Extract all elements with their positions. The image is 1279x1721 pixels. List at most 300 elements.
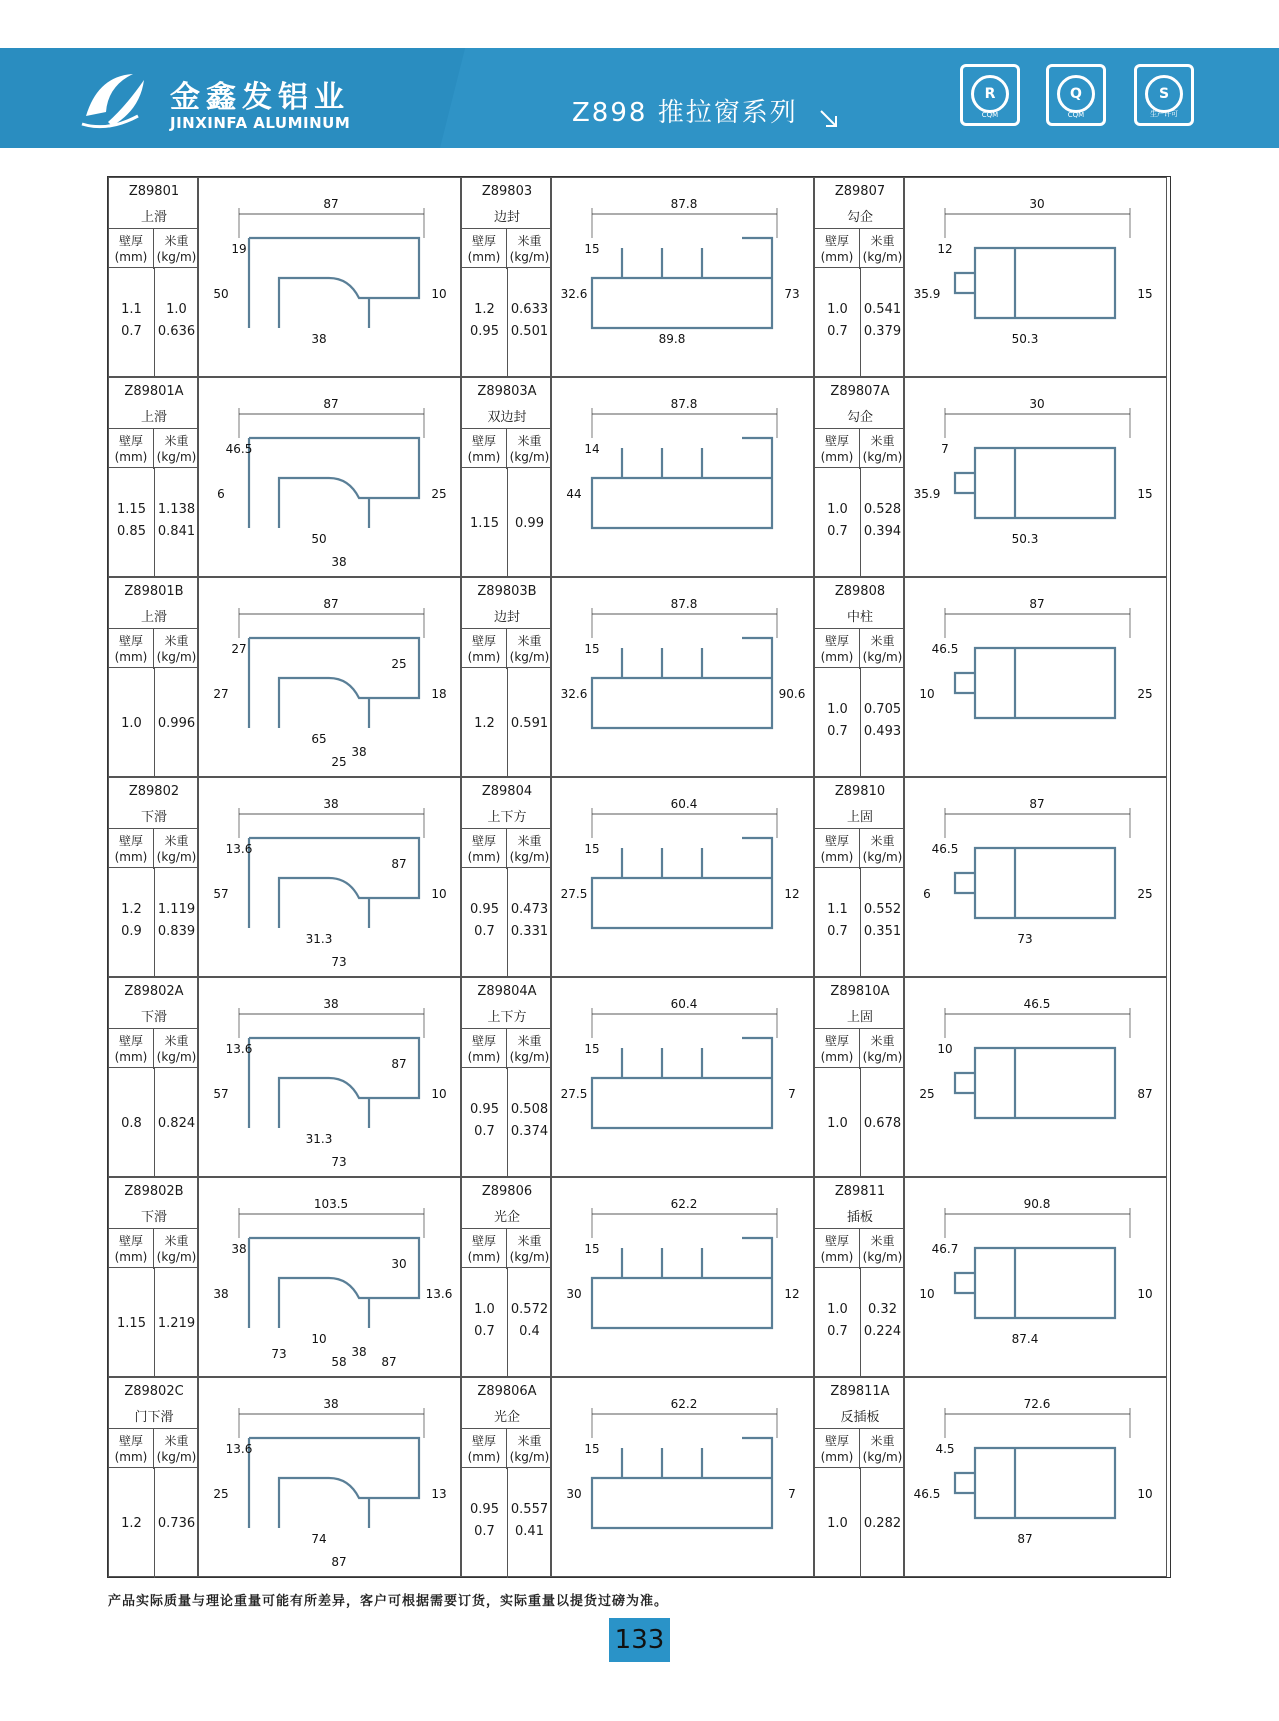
product-name: 双边封 bbox=[487, 410, 527, 425]
profile-drawing-cell bbox=[198, 577, 461, 777]
dimension-label: 90.8 bbox=[1023, 1197, 1051, 1211]
spec-divider bbox=[154, 268, 155, 378]
dimension-label: 38 bbox=[323, 997, 339, 1011]
dimension-label: 62.2 bbox=[670, 1397, 698, 1411]
cert-badge-q: Q CQM bbox=[1046, 64, 1106, 126]
profile-drawing-cell bbox=[198, 1377, 461, 1577]
profile-drawing bbox=[199, 578, 462, 778]
dimension-label: 13.6 bbox=[225, 842, 253, 856]
wall-thickness-header: 壁厚 (mm) bbox=[109, 829, 154, 869]
profile-drawing bbox=[905, 378, 1168, 578]
wall-thickness-value: 0.7 bbox=[474, 1124, 495, 1139]
dimension-label: 87 bbox=[331, 1555, 347, 1569]
product-name: 上固 bbox=[846, 810, 873, 825]
profile-drawing-cell bbox=[198, 177, 461, 377]
product-name: 中柱 bbox=[846, 610, 873, 625]
wall-thickness-value: 0.8 bbox=[121, 1116, 142, 1131]
spec-header bbox=[109, 428, 199, 468]
weight-header: 米重 (kg/m) bbox=[156, 434, 197, 464]
product-info-Z89803 bbox=[461, 177, 551, 377]
wall-thickness-value: 1.1 bbox=[121, 302, 142, 317]
profile-drawing-cell bbox=[198, 977, 461, 1177]
dimension-label: 10 bbox=[919, 687, 935, 701]
dimension-label: 12 bbox=[937, 242, 953, 256]
wall-thickness-value: 0.85 bbox=[117, 524, 146, 539]
weight-header: 米重 (kg/m) bbox=[156, 1034, 197, 1064]
dimension-label: 74 bbox=[311, 1532, 327, 1546]
weight-header: 米重 (kg/m) bbox=[509, 834, 550, 864]
dimension-label: 10 bbox=[1137, 1487, 1153, 1501]
weight-header: 米重 (kg/m) bbox=[156, 234, 197, 264]
dimension-label: 73 bbox=[331, 955, 347, 969]
dimension-label: 87 bbox=[381, 1355, 397, 1369]
product-code: Z89808 bbox=[834, 584, 886, 599]
spec-header bbox=[815, 628, 905, 668]
profile-drawing bbox=[905, 778, 1168, 978]
dimension-label: 25 bbox=[391, 657, 407, 671]
weight-value: 0.379 bbox=[863, 324, 902, 339]
dimension-label: 38 bbox=[323, 1397, 339, 1411]
product-info-Z89802 bbox=[108, 777, 198, 977]
dimension-label: 87 bbox=[1029, 797, 1045, 811]
product-info-Z89802B bbox=[108, 1177, 198, 1377]
product-name: 门下滑 bbox=[134, 1410, 174, 1425]
dimension-label: 87.8 bbox=[670, 597, 698, 611]
wall-thickness-value: 0.7 bbox=[827, 324, 848, 339]
wall-thickness-value: 1.0 bbox=[827, 702, 848, 717]
cert-badge-r: R CQM bbox=[960, 64, 1020, 126]
product-code: Z89810 bbox=[834, 784, 886, 799]
weight-value: 1.0 bbox=[166, 302, 187, 317]
dimension-label: 73 bbox=[271, 1347, 287, 1361]
dimension-label: 65 bbox=[311, 732, 327, 746]
footnote: 产品实际质量与理论重量可能有所差异，客户可根据需要订货，实际重量以提货过磅为准。 bbox=[108, 1594, 669, 1609]
wall-thickness-value: 1.0 bbox=[827, 302, 848, 317]
product-code: Z89802 bbox=[128, 784, 180, 799]
dimension-label: 15 bbox=[584, 1242, 600, 1256]
product-info-Z89801B bbox=[108, 577, 198, 777]
spec-header bbox=[462, 1028, 552, 1068]
dimension-label: 38 bbox=[213, 1287, 229, 1301]
product-name: 反插板 bbox=[840, 1410, 880, 1425]
wall-thickness-header: 壁厚 (mm) bbox=[109, 429, 154, 469]
product-name: 勾企 bbox=[846, 410, 873, 425]
profile-drawing bbox=[552, 178, 815, 378]
wall-thickness-header: 壁厚 (mm) bbox=[462, 1229, 507, 1269]
profile-outline bbox=[592, 238, 772, 328]
dimension-label: 50.3 bbox=[1011, 332, 1039, 346]
wall-thickness-header: 壁厚 (mm) bbox=[462, 429, 507, 469]
dimension-label: 30 bbox=[391, 1257, 407, 1271]
dimension-label: 10 bbox=[431, 1087, 447, 1101]
wall-thickness-value: 1.0 bbox=[827, 1116, 848, 1131]
profile-drawing-cell bbox=[198, 1177, 461, 1377]
dimension-label: 38 bbox=[331, 555, 347, 569]
profile-drawing bbox=[552, 578, 815, 778]
weight-value: 0.552 bbox=[863, 902, 902, 917]
weight-value: 0.493 bbox=[863, 724, 902, 739]
weight-value: 0.473 bbox=[510, 902, 549, 917]
profile-drawing-cell bbox=[904, 577, 1167, 777]
dimension-label: 6 bbox=[923, 887, 931, 901]
dimension-label: 25 bbox=[1137, 687, 1153, 701]
dimension-label: 30 bbox=[1029, 197, 1045, 211]
weight-value: 0.839 bbox=[157, 924, 196, 939]
product-info-Z89804 bbox=[461, 777, 551, 977]
wall-thickness-value: 0.7 bbox=[827, 1324, 848, 1339]
dimension-label: 38 bbox=[351, 1345, 367, 1359]
wall-thickness-header: 壁厚 (mm) bbox=[109, 229, 154, 269]
profile-drawing bbox=[552, 1178, 815, 1378]
dimension-label: 15 bbox=[1137, 287, 1153, 301]
wall-thickness-header: 壁厚 (mm) bbox=[815, 1029, 860, 1069]
weight-header: 米重 (kg/m) bbox=[862, 434, 903, 464]
product-name: 下滑 bbox=[140, 1010, 167, 1025]
dimension-label: 31.3 bbox=[305, 932, 333, 946]
wall-thickness-value: 1.0 bbox=[474, 1302, 495, 1317]
wall-thickness-value: 0.7 bbox=[474, 1524, 495, 1539]
profile-drawing-cell bbox=[551, 777, 814, 977]
wall-thickness-header: 壁厚 (mm) bbox=[815, 1229, 860, 1269]
weight-value: 0.282 bbox=[863, 1516, 902, 1531]
wall-thickness-header: 壁厚 (mm) bbox=[462, 1029, 507, 1069]
weight-value: 0.508 bbox=[510, 1102, 549, 1117]
weight-value: 0.678 bbox=[863, 1116, 902, 1131]
wall-thickness-value: 0.7 bbox=[121, 324, 142, 339]
dimension-label: 25 bbox=[431, 487, 447, 501]
profile-drawing-cell bbox=[551, 1377, 814, 1577]
profile-drawing-cell bbox=[904, 177, 1167, 377]
weight-header: 米重 (kg/m) bbox=[156, 634, 197, 664]
product-table bbox=[107, 176, 1171, 1578]
spec-header bbox=[109, 1228, 199, 1268]
dimension-label: 15 bbox=[584, 842, 600, 856]
weight-value: 0.824 bbox=[157, 1116, 196, 1131]
weight-value: 0.557 bbox=[510, 1502, 549, 1517]
profile-outline bbox=[592, 838, 772, 928]
weight-header: 米重 (kg/m) bbox=[156, 1234, 197, 1264]
dimension-label: 4.5 bbox=[935, 1442, 955, 1456]
wall-thickness-value: 1.15 bbox=[117, 502, 146, 517]
profile-outline bbox=[249, 1438, 419, 1528]
dimension-label: 10 bbox=[431, 887, 447, 901]
dimension-label: 7 bbox=[788, 1487, 796, 1501]
weight-header: 米重 (kg/m) bbox=[156, 1434, 197, 1464]
wall-thickness-value: 1.1 bbox=[827, 902, 848, 917]
spec-divider bbox=[154, 468, 155, 578]
wall-thickness-value: 1.2 bbox=[121, 1516, 142, 1531]
dimension-label: 87 bbox=[1017, 1532, 1033, 1546]
wall-thickness-header: 壁厚 (mm) bbox=[462, 829, 507, 869]
dimension-label: 46.5 bbox=[931, 842, 959, 856]
spec-header bbox=[462, 828, 552, 868]
weight-value: 0.331 bbox=[510, 924, 549, 939]
dimension-label: 14 bbox=[584, 442, 600, 456]
dimension-label: 13.6 bbox=[425, 1287, 453, 1301]
dimension-label: 89.8 bbox=[658, 332, 686, 346]
spec-header bbox=[109, 828, 199, 868]
weight-value: 1.138 bbox=[157, 502, 196, 517]
cert-s-icon: S bbox=[1145, 75, 1183, 113]
spec-header bbox=[109, 1028, 199, 1068]
product-name: 光企 bbox=[493, 1410, 520, 1425]
dimension-label: 7 bbox=[941, 442, 949, 456]
profile-outline bbox=[592, 1038, 772, 1128]
wall-thickness-header: 壁厚 (mm) bbox=[109, 629, 154, 669]
product-code: Z89811 bbox=[834, 1184, 886, 1199]
dimension-label: 50 bbox=[311, 532, 327, 546]
product-info-Z89801A bbox=[108, 377, 198, 577]
arrow-down-right-icon bbox=[818, 108, 840, 130]
spec-divider bbox=[860, 1268, 861, 1378]
product-info-Z89807A bbox=[814, 377, 904, 577]
dimension-label: 6 bbox=[217, 487, 225, 501]
dimension-label: 38 bbox=[323, 797, 339, 811]
dimension-label: 13 bbox=[431, 1487, 447, 1501]
product-code: Z89807 bbox=[834, 184, 886, 199]
wall-thickness-value: 1.0 bbox=[121, 716, 142, 731]
product-name: 上滑 bbox=[140, 210, 167, 225]
profile-outline bbox=[955, 448, 1115, 518]
wall-thickness-value: 1.0 bbox=[827, 1302, 848, 1317]
profile-outline bbox=[249, 1038, 419, 1128]
dimension-label: 50 bbox=[213, 287, 229, 301]
product-info-Z89803A bbox=[461, 377, 551, 577]
product-name: 上固 bbox=[846, 1010, 873, 1025]
wall-thickness-header: 壁厚 (mm) bbox=[815, 829, 860, 869]
wall-thickness-value: 1.15 bbox=[470, 516, 499, 531]
dimension-label: 25 bbox=[213, 1487, 229, 1501]
product-info-Z89803B bbox=[461, 577, 551, 777]
weight-header: 米重 (kg/m) bbox=[862, 1034, 903, 1064]
weight-value: 0.572 bbox=[510, 1302, 549, 1317]
profile-drawing-cell bbox=[904, 1377, 1167, 1577]
brand-name-cn: 金鑫发铝业 bbox=[170, 80, 350, 115]
dimension-label: 25 bbox=[331, 755, 347, 769]
dimension-label: 27.5 bbox=[560, 887, 588, 901]
dimension-label: 27 bbox=[213, 687, 229, 701]
profile-drawing-cell bbox=[904, 1177, 1167, 1377]
product-code: Z89801 bbox=[128, 184, 180, 199]
dimension-label: 25 bbox=[1137, 887, 1153, 901]
wall-thickness-header: 壁厚 (mm) bbox=[109, 1229, 154, 1269]
dimension-label: 38 bbox=[311, 332, 327, 346]
product-code: Z89801B bbox=[124, 584, 184, 599]
product-code: Z89802B bbox=[124, 1184, 184, 1199]
wall-thickness-header: 壁厚 (mm) bbox=[462, 1429, 507, 1469]
profile-drawing bbox=[199, 178, 462, 378]
series-title: Z898 推拉窗系列 bbox=[572, 98, 798, 128]
spec-divider bbox=[507, 1468, 508, 1578]
weight-value: 0.41 bbox=[515, 1524, 544, 1539]
spec-divider bbox=[507, 1268, 508, 1378]
profile-drawing-cell bbox=[551, 577, 814, 777]
wall-thickness-value: 1.0 bbox=[827, 1516, 848, 1531]
dimension-label: 60.4 bbox=[670, 997, 698, 1011]
spec-header bbox=[815, 1028, 905, 1068]
page-number: 133 bbox=[609, 1618, 670, 1662]
profile-outline bbox=[955, 648, 1115, 718]
weight-value: 0.351 bbox=[863, 924, 902, 939]
spec-header bbox=[815, 228, 905, 268]
wall-thickness-value: 1.15 bbox=[117, 1316, 146, 1331]
profile-drawing bbox=[199, 1178, 462, 1378]
dimension-label: 13.6 bbox=[225, 1042, 253, 1056]
dimension-label: 10 bbox=[311, 1332, 327, 1346]
dimension-label: 15 bbox=[584, 1442, 600, 1456]
profile-outline bbox=[249, 838, 419, 928]
wall-thickness-value: 0.7 bbox=[827, 524, 848, 539]
product-name: 边封 bbox=[493, 610, 520, 625]
dimension-label: 46.5 bbox=[225, 442, 253, 456]
product-name: 上滑 bbox=[140, 410, 167, 425]
wall-thickness-value: 1.2 bbox=[121, 902, 142, 917]
weight-value: 0.591 bbox=[510, 716, 549, 731]
product-code: Z89803 bbox=[481, 184, 533, 199]
dimension-label: 31.3 bbox=[305, 1132, 333, 1146]
spec-divider bbox=[507, 268, 508, 378]
wall-thickness-value: 0.95 bbox=[470, 902, 499, 917]
spec-divider bbox=[860, 268, 861, 378]
weight-header: 米重 (kg/m) bbox=[862, 1234, 903, 1264]
dimension-label: 10 bbox=[1137, 1287, 1153, 1301]
product-name: 下滑 bbox=[140, 810, 167, 825]
spec-header bbox=[815, 1428, 905, 1468]
profile-drawing bbox=[199, 1378, 462, 1578]
product-code: Z89804A bbox=[477, 984, 537, 999]
spec-header bbox=[462, 1428, 552, 1468]
product-info-Z89806A bbox=[461, 1377, 551, 1577]
cert-badge-s: S 生产许可 bbox=[1134, 64, 1194, 126]
wall-thickness-header: 壁厚 (mm) bbox=[109, 1029, 154, 1069]
dimension-label: 30 bbox=[566, 1287, 582, 1301]
product-info-Z89804A bbox=[461, 977, 551, 1177]
weight-header: 米重 (kg/m) bbox=[509, 1234, 550, 1264]
spec-divider bbox=[860, 868, 861, 978]
dimension-label: 57 bbox=[213, 887, 229, 901]
dimension-label: 10 bbox=[919, 1287, 935, 1301]
page-header bbox=[0, 48, 1279, 148]
dimension-label: 60.4 bbox=[670, 797, 698, 811]
dimension-label: 32.6 bbox=[560, 287, 588, 301]
weight-header: 米重 (kg/m) bbox=[509, 434, 550, 464]
dimension-label: 87 bbox=[391, 857, 407, 871]
dimension-label: 73 bbox=[331, 1155, 347, 1169]
dimension-label: 87 bbox=[391, 1057, 407, 1071]
wall-thickness-value: 0.95 bbox=[470, 324, 499, 339]
wall-thickness-value: 1.2 bbox=[474, 716, 495, 731]
wall-thickness-header: 壁厚 (mm) bbox=[109, 1429, 154, 1469]
dimension-label: 15 bbox=[584, 642, 600, 656]
product-code: Z89804 bbox=[481, 784, 533, 799]
dimension-label: 35.9 bbox=[913, 487, 941, 501]
dimension-label: 32.6 bbox=[560, 687, 588, 701]
wall-thickness-value: 1.0 bbox=[827, 502, 848, 517]
product-code: Z89802A bbox=[124, 984, 184, 999]
dimension-label: 87 bbox=[323, 397, 339, 411]
dimension-label: 7 bbox=[788, 1087, 796, 1101]
weight-value: 0.374 bbox=[510, 1124, 549, 1139]
dimension-label: 46.5 bbox=[913, 1487, 941, 1501]
profile-drawing bbox=[905, 578, 1168, 778]
profile-drawing bbox=[552, 378, 815, 578]
dimension-label: 35.9 bbox=[913, 287, 941, 301]
dimension-label: 103.5 bbox=[313, 1197, 349, 1211]
wall-thickness-value: 0.7 bbox=[474, 1324, 495, 1339]
spec-header bbox=[462, 428, 552, 468]
profile-outline bbox=[249, 438, 419, 528]
product-name: 勾企 bbox=[846, 210, 873, 225]
spec-header bbox=[462, 228, 552, 268]
dimension-label: 73 bbox=[784, 287, 800, 301]
product-name: 上滑 bbox=[140, 610, 167, 625]
product-info-Z89801 bbox=[108, 177, 198, 377]
dimension-label: 87.8 bbox=[670, 397, 698, 411]
weight-value: 0.394 bbox=[863, 524, 902, 539]
profile-outline bbox=[592, 1438, 772, 1528]
profile-outline bbox=[249, 238, 419, 328]
dimension-label: 58 bbox=[331, 1355, 347, 1369]
weight-value: 0.501 bbox=[510, 324, 549, 339]
weight-header: 米重 (kg/m) bbox=[156, 834, 197, 864]
dimension-label: 13.6 bbox=[225, 1442, 253, 1456]
profile-drawing-cell bbox=[551, 1177, 814, 1377]
product-info-Z89802A bbox=[108, 977, 198, 1177]
dimension-label: 12 bbox=[784, 1287, 800, 1301]
dimension-label: 38 bbox=[351, 745, 367, 759]
dimension-label: 27.5 bbox=[560, 1087, 588, 1101]
weight-value: 0.32 bbox=[868, 1302, 897, 1317]
dimension-label: 50.3 bbox=[1011, 532, 1039, 546]
dimension-label: 15 bbox=[584, 242, 600, 256]
dimension-label: 30 bbox=[566, 1487, 582, 1501]
brand-logo-icon bbox=[78, 66, 148, 130]
profile-outline bbox=[592, 638, 772, 728]
spec-header bbox=[109, 1428, 199, 1468]
dimension-label: 30 bbox=[1029, 397, 1045, 411]
spec-divider bbox=[507, 1068, 508, 1178]
product-name: 光企 bbox=[493, 1210, 520, 1225]
wall-thickness-header: 壁厚 (mm) bbox=[815, 229, 860, 269]
profile-drawing bbox=[552, 1378, 815, 1578]
product-code: Z89802C bbox=[124, 1384, 184, 1399]
profile-drawing bbox=[905, 1178, 1168, 1378]
dimension-label: 46.5 bbox=[1023, 997, 1051, 1011]
product-name: 上下方 bbox=[487, 1010, 527, 1025]
wall-thickness-value: 0.7 bbox=[827, 724, 848, 739]
profile-outline bbox=[955, 1248, 1115, 1318]
weight-value: 1.219 bbox=[157, 1316, 196, 1331]
profile-drawing bbox=[905, 978, 1168, 1178]
weight-value: 0.996 bbox=[157, 716, 196, 731]
dimension-label: 46.5 bbox=[931, 642, 959, 656]
product-code: Z89801A bbox=[124, 384, 184, 399]
weight-header: 米重 (kg/m) bbox=[862, 634, 903, 664]
weight-header: 米重 (kg/m) bbox=[509, 1434, 550, 1464]
product-info-Z89808 bbox=[814, 577, 904, 777]
weight-header: 米重 (kg/m) bbox=[862, 1434, 903, 1464]
spec-header bbox=[815, 828, 905, 868]
dimension-label: 15 bbox=[584, 1042, 600, 1056]
profile-outline bbox=[592, 438, 772, 528]
profile-drawing bbox=[905, 1378, 1168, 1578]
spec-header bbox=[462, 628, 552, 668]
profile-drawing bbox=[552, 778, 815, 978]
profile-outline bbox=[955, 248, 1115, 318]
spec-header bbox=[815, 1228, 905, 1268]
spec-divider bbox=[860, 468, 861, 578]
profile-outline bbox=[249, 1238, 419, 1328]
